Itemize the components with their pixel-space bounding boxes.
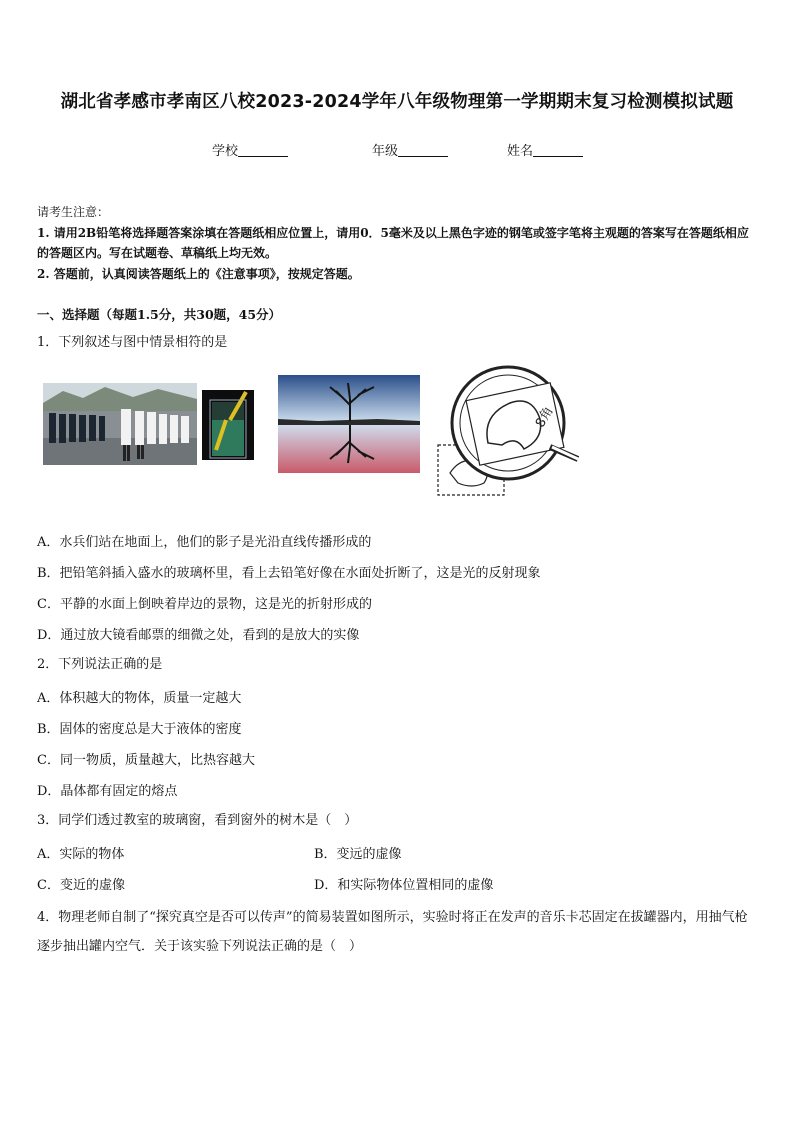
grade-label: 年级 [372, 144, 399, 159]
stamp-value-text: 8角 [532, 404, 557, 431]
q3-option-a: A．实际的物体 [37, 847, 125, 862]
question-1-stem: 1．下列叙述与图中情景相符的是 [37, 335, 228, 350]
grade-field [372, 140, 448, 159]
question-2-stem: 2．下列说法正确的是 [37, 657, 163, 672]
name-blank[interactable] [533, 144, 583, 157]
q2-option-b: B．固体的密度总是大于液体的密度 [37, 722, 242, 737]
q2-option-a: A．体积越大的物体，质量一定越大 [37, 691, 242, 706]
sailors-photo [43, 383, 197, 469]
q1-option-c: C．平静的水面上倒映着岸边的景物，这是光的折射形成的 [37, 597, 372, 612]
q3-option-c: C．变近的虚像 [37, 878, 125, 893]
tree-reflection-photo [278, 375, 420, 477]
q1-option-d: D．通过放大镜看邮票的细微之处，看到的是放大的实像 [37, 628, 360, 643]
grade-blank[interactable] [398, 144, 448, 157]
question-3-stem: 3．同学们透过教室的玻璃窗，看到窗外的树木是（ ） [37, 813, 358, 828]
q3-option-d: D．和实际物体位置相同的虚像 [314, 878, 494, 893]
magnifier-stamp-drawing [432, 363, 592, 507]
q2-option-c: C．同一物质，质量越大，比热容越大 [37, 753, 255, 768]
notice-heading: 请考生注意： [37, 205, 110, 219]
school-blank[interactable] [238, 144, 288, 157]
q2-option-d: D．晶体都有固定的熔点 [37, 784, 178, 799]
school-field [212, 140, 288, 159]
question-4-stem: 4．物理老师自制了“探究真空是否可以传声”的简易装置如图所示，实验时将正在发声的音乐卡芯固定在拔罐器内，用抽气枪逐步抽出罐内空气．关于该实验下列说法正确的是（ ） [37, 910, 748, 954]
q3-option-b: B．变远的虚像 [314, 847, 402, 862]
notice-item-1: 1. 请用2B铅笔将选择题答案涂填在答题纸相应位置上，请用0．5毫米及以上黑色字迹的钢笔或签字笔将主观题的答案写在答题纸相应的答题区内。写在试题卷、草稿纸上均无效。 [37, 225, 749, 260]
pencil-glass-photo [202, 390, 254, 464]
q1-option-a: A．水兵们站在地面上，他们的影子是光沿直线传播形成的 [37, 535, 372, 550]
name-field [507, 140, 583, 159]
exam-notice [37, 202, 759, 284]
name-label: 姓名 [507, 144, 534, 159]
school-label: 学校 [212, 144, 239, 159]
exam-title: 湖北省孝感市孝南区八校2023-2024学年八年级物理第一学期期末复习检测模拟试题 [60, 92, 734, 112]
notice-item-2: 2. 答题前，认真阅读答题纸上的《注意事项》，按规定答题。 [37, 266, 360, 281]
q1-option-b: B．把铅笔斜插入盛水的玻璃杯里，看上去铅笔好像在水面处折断了，这是光的反射现象 [37, 566, 541, 581]
section-heading: 一、选择题（每题1.5分，共30题，45分） [37, 307, 282, 322]
